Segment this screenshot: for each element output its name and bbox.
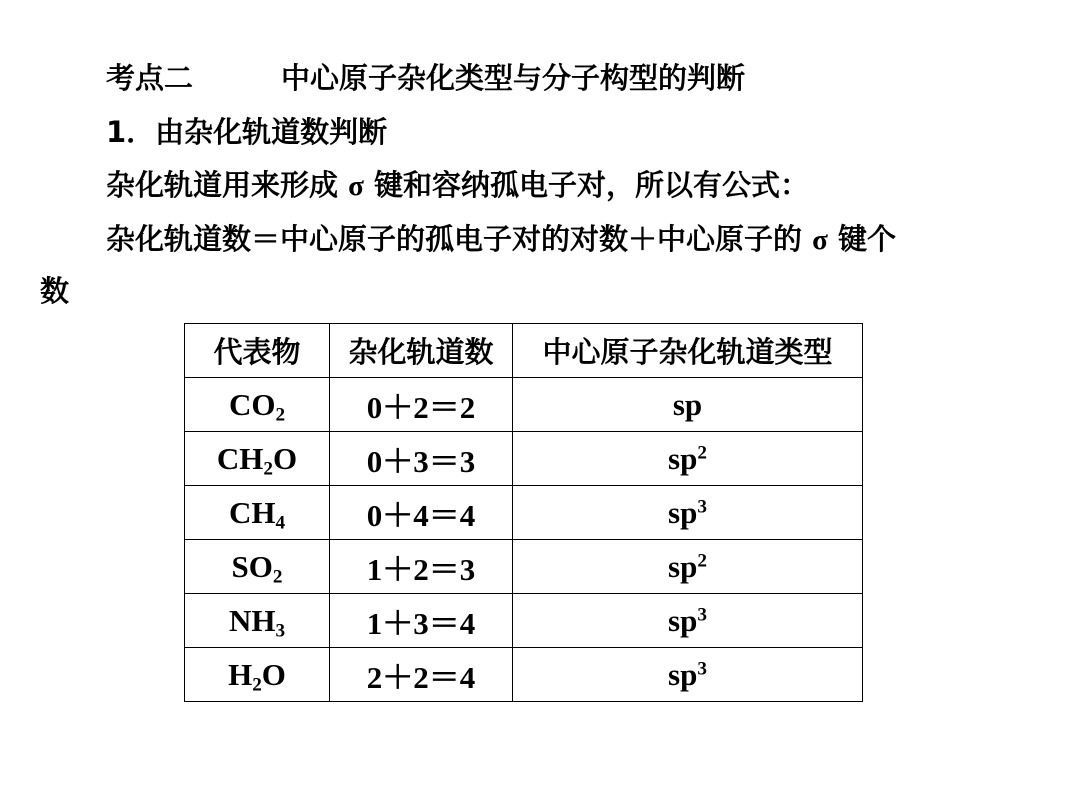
paragraph-2-text-after: 键个	[827, 222, 896, 256]
paragraph-1-text-after: 键和容纳孤电子对，所以有公式：	[363, 168, 809, 202]
sigma-symbol: σ	[348, 170, 364, 202]
table-row	[185, 540, 863, 594]
orbital-type-cell: $sp^2$	[513, 540, 863, 594]
table-row	[185, 486, 863, 540]
table-row	[185, 648, 863, 702]
orbital-count-cell: 1＋3＝4	[330, 594, 513, 648]
paragraph-1-text-before: 杂化轨道用来形成	[106, 168, 349, 202]
table-row	[185, 594, 863, 648]
table-row	[185, 432, 863, 486]
orbital-type-cell: $sp^3$	[513, 594, 863, 648]
molecule-cell: $CH_2O$	[185, 432, 330, 486]
orbital-count-cell: 0＋3＝3	[330, 432, 513, 486]
section-title: 中心原子杂化类型与分子构型的判断	[281, 61, 746, 95]
paragraph-2-wrap: 数	[40, 274, 70, 308]
header-molecule: 代表物	[185, 324, 330, 378]
orbital-type-cell: sp	[513, 378, 863, 432]
header-orbital-type: 中心原子杂化轨道类型	[513, 324, 863, 378]
orbital-type-cell: $sp^3$	[513, 648, 863, 702]
molecule-cell: $CH_4$	[185, 486, 330, 540]
orbital-count-cell: 0＋2＝2	[330, 378, 513, 432]
table-header-row	[185, 324, 863, 378]
subheading: 1．由杂化轨道数判断	[106, 115, 388, 149]
molecule-cell: $H_2O$	[185, 648, 330, 702]
hybridization-table	[184, 323, 863, 702]
molecule-cell: $CO_2$	[185, 378, 330, 432]
orbital-count-cell: 1＋2＝3	[330, 540, 513, 594]
paragraph-1	[106, 167, 809, 204]
table-row	[185, 378, 863, 432]
molecule-cell: $NH_3$	[185, 594, 330, 648]
orbital-type-cell: $sp^3$	[513, 486, 863, 540]
orbital-count-cell: 0＋4＝4	[330, 486, 513, 540]
paragraph-2-text-before: 杂化轨道数＝中心原子的孤电子对的对数＋中心原子的	[106, 222, 813, 256]
sigma-symbol: σ	[812, 224, 828, 256]
paragraph-2	[106, 221, 896, 258]
header-orbital-count: 杂化轨道数	[330, 324, 513, 378]
orbital-type-cell: $sp^2$	[513, 432, 863, 486]
molecule-cell: $SO_2$	[185, 540, 330, 594]
section-label: 考点二	[106, 61, 194, 95]
section-heading	[106, 60, 745, 96]
orbital-count-cell: 2＋2＝4	[330, 648, 513, 702]
